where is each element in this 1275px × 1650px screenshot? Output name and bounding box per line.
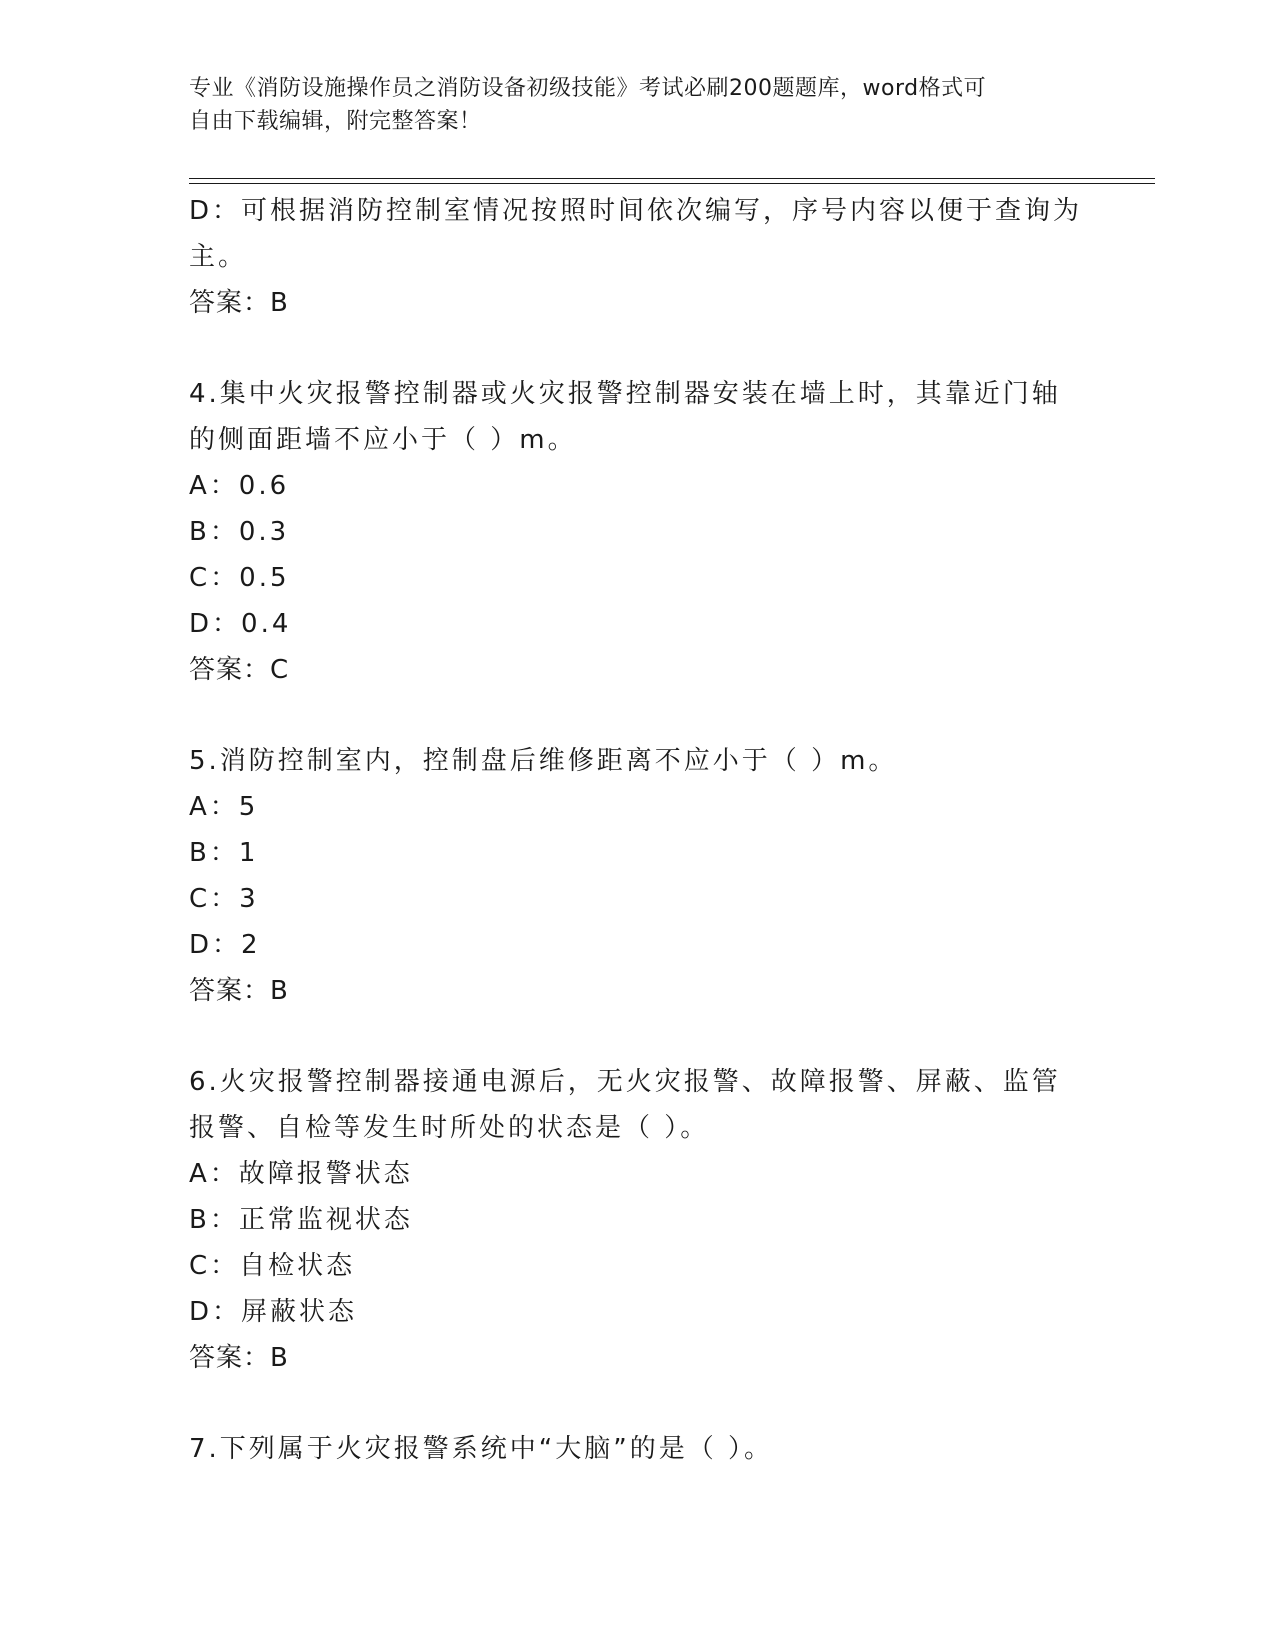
question-text-line-2: 的侧面距墙不应小于（ ）m。: [189, 425, 577, 455]
question-spacer: [189, 326, 1089, 371]
question-list: [189, 188, 1089, 1472]
question-text-line-1: 5.消防控制室内，控制盘后维修距离不应小于（ ）m。: [189, 746, 898, 776]
question-spacer: [189, 1381, 1089, 1426]
question-7: [189, 1426, 1089, 1472]
question-text-line-2: 报警、自检等发生时所处的状态是（ ）。: [189, 1113, 710, 1143]
option-d: D：屏蔽状态: [189, 1297, 358, 1327]
answer-label: 答案：C: [189, 655, 290, 685]
header-title-line-2: 自由下载编辑，附完整答案！: [189, 109, 482, 134]
option-d-line-2: 主。: [189, 242, 248, 272]
header-divider-top: [189, 178, 1155, 179]
question-6: [189, 1059, 1089, 1381]
option-d-line-1: D：可根据消防控制室情况按照时间依次编写，序号内容以便于查询为: [189, 196, 1083, 226]
question-text-line-1: 4.集中火灾报警控制器或火灾报警控制器安装在墙上时，其靠近门轴: [189, 379, 1061, 409]
question-5: [189, 738, 1089, 1014]
option-a: A：故障报警状态: [189, 1159, 413, 1189]
answer-label: 答案：B: [189, 1343, 289, 1373]
document-header: [189, 72, 1069, 138]
question-text-line-1: 7.下列属于火灾报警系统中“大脑”的是（ ）。: [189, 1434, 774, 1464]
question-4: [189, 371, 1089, 693]
option-a: A：5: [189, 792, 259, 822]
option-c: C：3: [189, 884, 259, 914]
question-text-line-1: 6.火灾报警控制器接通电源后，无火灾报警、故障报警、屏蔽、监管: [189, 1067, 1061, 1097]
header-title-line-1: 专业《消防设施操作员之消防设备初级技能》考试必刷200题题库，word格式可: [189, 76, 987, 101]
option-b: B：正常监视状态: [189, 1205, 413, 1235]
option-d: D：0.4: [189, 609, 292, 639]
question-spacer: [189, 1014, 1089, 1059]
question-spacer: [189, 693, 1089, 738]
header-divider-bottom: [189, 183, 1155, 184]
option-c: C：自检状态: [189, 1251, 356, 1281]
option-a: A：0.6: [189, 471, 290, 501]
option-c: C：0.5: [189, 563, 290, 593]
answer-label: 答案：B: [189, 288, 289, 318]
answer-label: 答案：B: [189, 976, 289, 1006]
option-b: B：1: [189, 838, 259, 868]
option-b: B：0.3: [189, 517, 290, 547]
option-d: D：2: [189, 930, 261, 960]
question-3-tail: [189, 188, 1089, 326]
